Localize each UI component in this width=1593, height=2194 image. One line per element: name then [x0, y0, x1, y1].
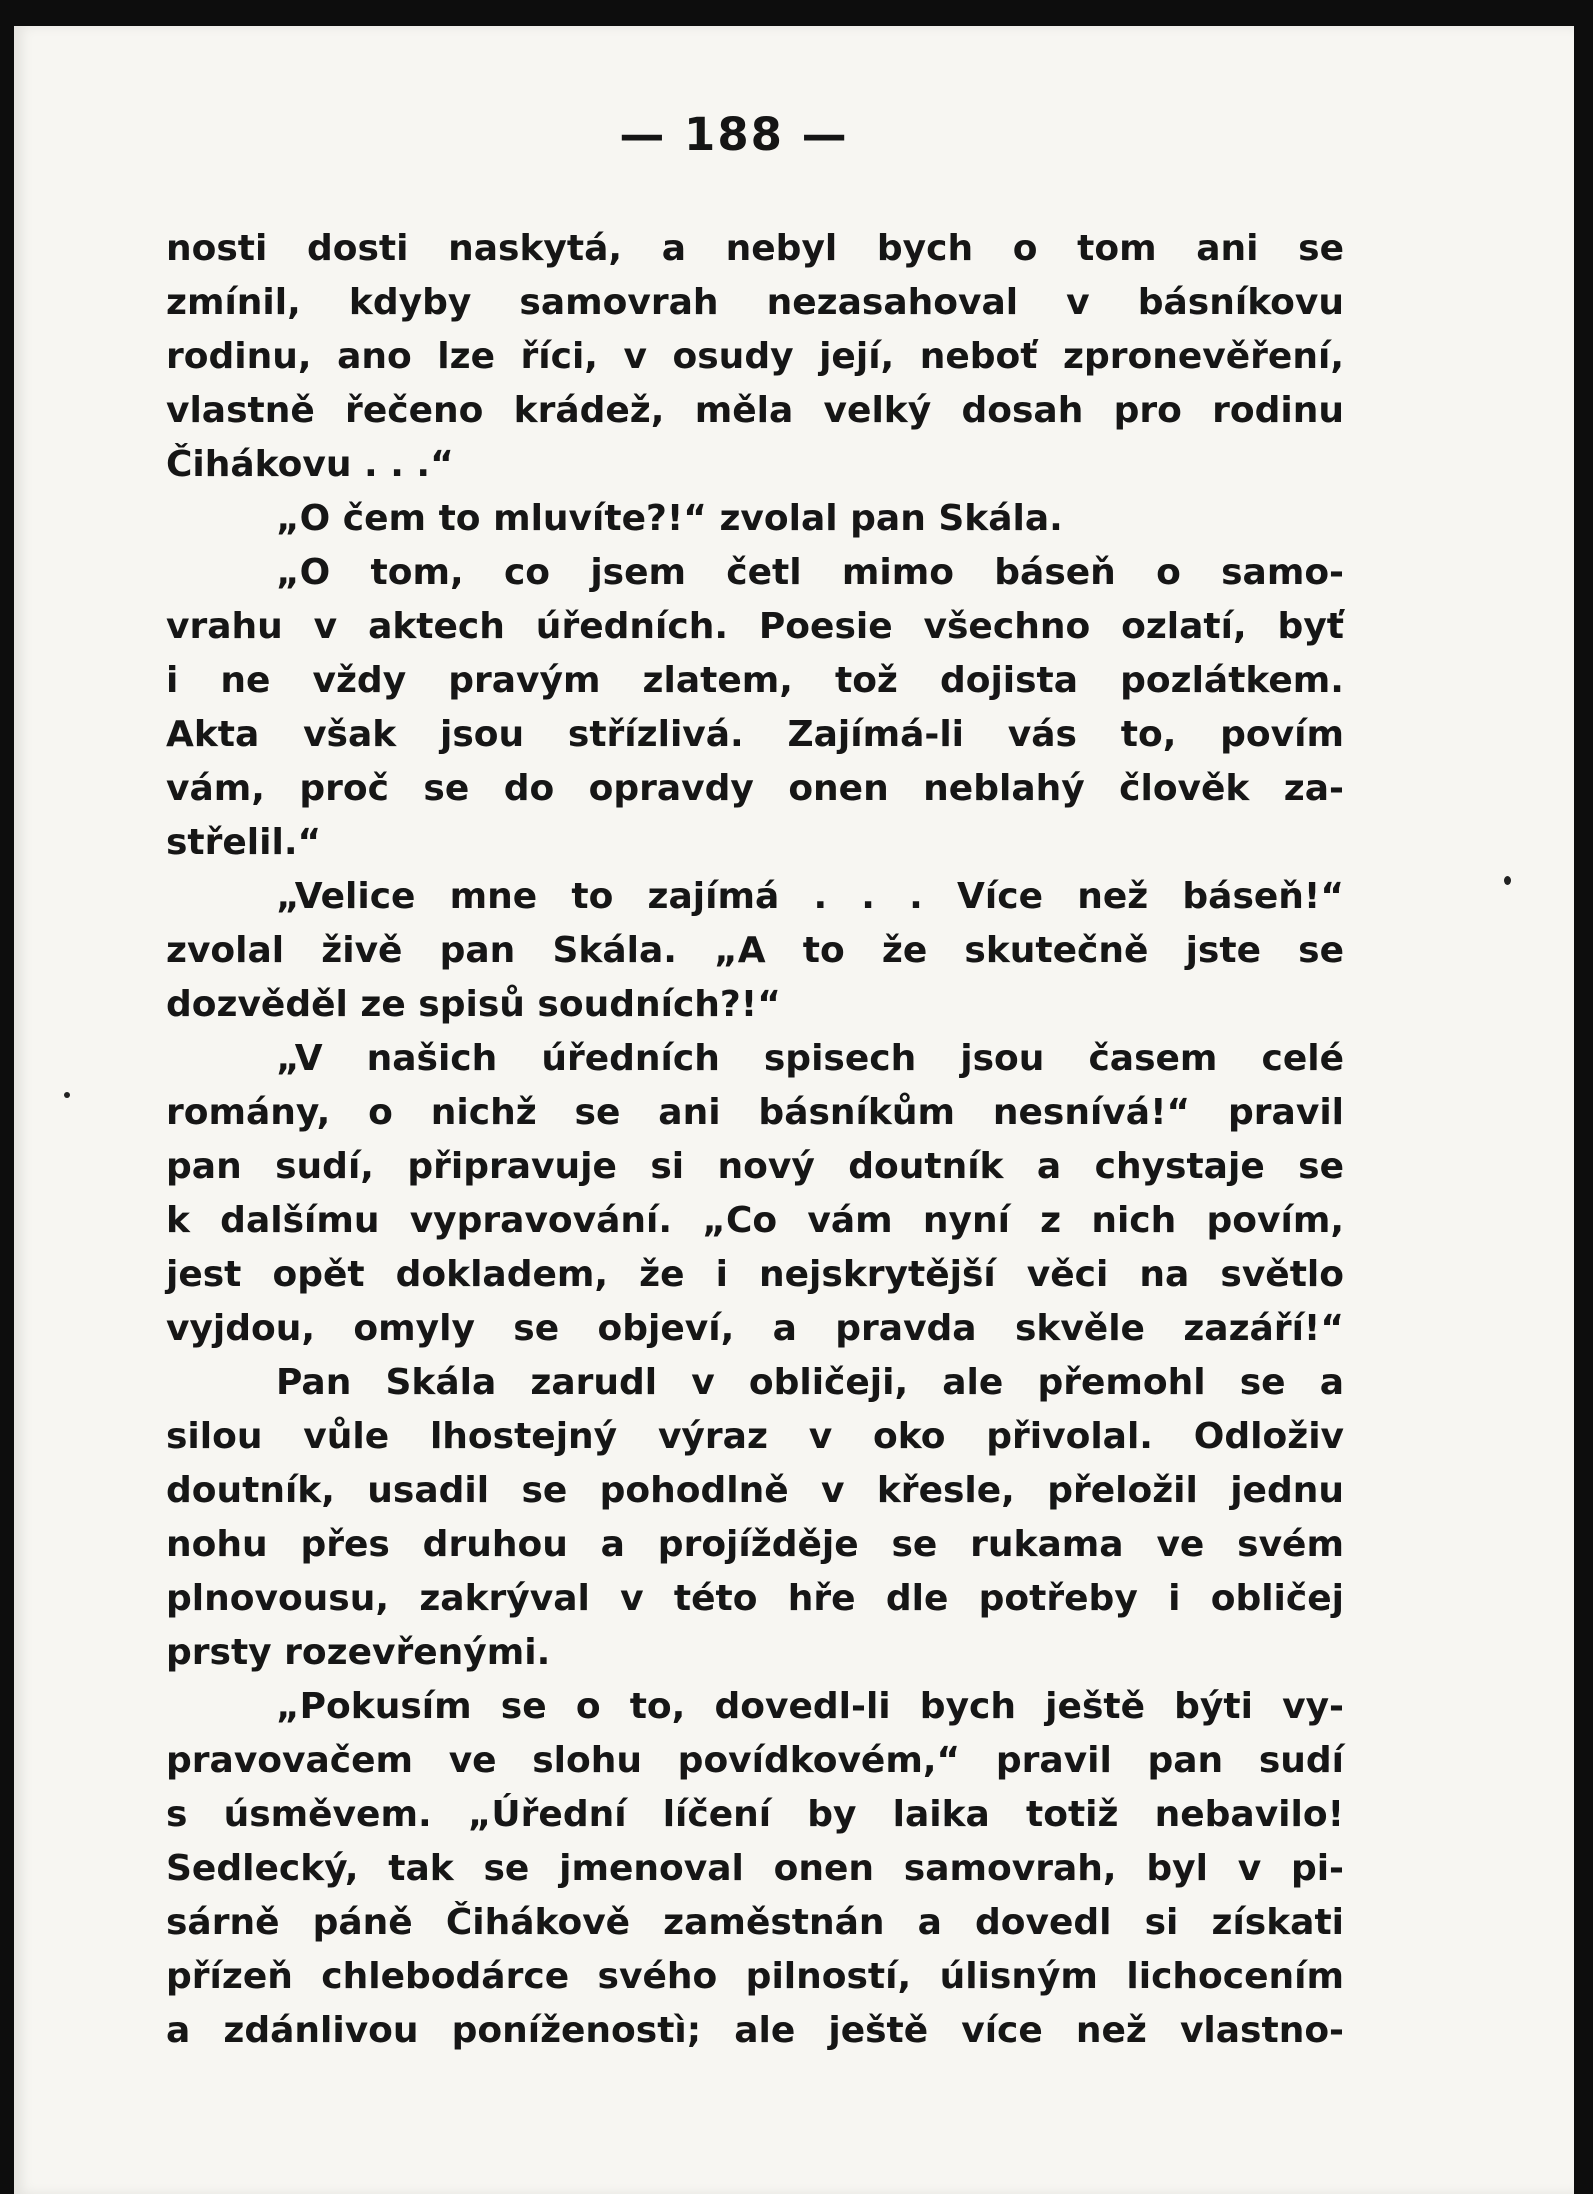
text-line: rodinu, ano lze říci, v osudy její, neboť zpronevěření, — [166, 336, 1344, 377]
text-line: vám, proč se do opravdy onen neblahý člověk za- — [166, 768, 1344, 809]
text-line: Sedlecký, tak se jmenoval onen samovrah, byl v pi- — [166, 1848, 1344, 1889]
text-line: doutník, usadil se pohodlně v křesle, přeložil jednu — [166, 1470, 1344, 1511]
text-line: silou vůle lhostejný výraz v oko přivolal. Odloživ — [166, 1416, 1344, 1457]
text-line: jest opět dokladem, že i nejskrytější věci na světlo — [166, 1254, 1344, 1295]
text-line: „Velice mne to zajímá . . . Více než báseň!“ — [276, 876, 1344, 917]
text-line: nosti dosti naskytá, a nebyl bych o tom ani se — [166, 228, 1344, 269]
text-line: „V našich úředních spisech jsou časem celé — [276, 1038, 1344, 1079]
text-line: i ne vždy pravým zlatem, tož dojista pozlátkem. — [166, 660, 1344, 701]
text-line: nohu přes druhou a projížděje se rukama ve svém — [166, 1524, 1344, 1565]
text-line: Akta však jsou střízlivá. Zajímá-li vás to, povím — [166, 714, 1344, 755]
text-line: „Pokusím se o to, dovedl-li bych ještě býti vy- — [276, 1686, 1344, 1727]
book-page — [14, 26, 1574, 2194]
text-line: vlastně řečeno krádež, měla velký dosah pro rodinu — [166, 390, 1344, 431]
text-line: vyjdou, omyly se objeví, a pravda skvěle zazáří!“ — [166, 1308, 1344, 1349]
text-line: pravovačem ve slohu povídkovém,“ pravil pan sudí — [166, 1740, 1344, 1781]
page-number: — 188 — — [619, 108, 849, 161]
text-line: Pan Skála zarudl v obličeji, ale přemohl se a — [276, 1362, 1344, 1403]
text-line: sárně páně Čihákově zaměstnán a dovedl si získati — [166, 1902, 1344, 1943]
text-line: „O čem to mluvíte?!“ zvolal pan Skála. — [276, 498, 1063, 539]
text-line: romány, o nichž se ani básníkům nesnívá!“ pravil — [166, 1092, 1344, 1133]
text-line: dozvěděl ze spisů soudních?!“ — [166, 984, 781, 1025]
text-line: přízeň chlebodárce svého pilností, úlisným lichocením — [166, 1956, 1344, 1997]
page-text — [166, 222, 1344, 2058]
text-line: vrahu v aktech úředních. Poesie všechno ozlatí, byť — [166, 606, 1344, 647]
text-line: zmínil, kdyby samovrah nezasahoval v básníkovu — [166, 282, 1344, 323]
text-line: střelil.“ — [166, 822, 322, 863]
text-line: plnovousu, zakrýval v této hře dle potřeby i obličej — [166, 1578, 1344, 1619]
text-line: s úsměvem. „Úřední líčení by laika totiž nebavilo! — [166, 1794, 1344, 1835]
text-line: zvolal živě pan Skála. „A to že skutečně jste se — [166, 930, 1344, 971]
text-line: „O tom, co jsem četl mimo báseň o samo- — [276, 552, 1344, 593]
print-speck — [1504, 876, 1511, 885]
text-line: prsty rozevřenými. — [166, 1632, 551, 1673]
text-line: k dalšímu vypravování. „Co vám nyní z nich povím, — [166, 1200, 1344, 1241]
text-line: a zdánlivou poníženostì; ale ještě více než vlastno- — [166, 2010, 1344, 2051]
text-line: pan sudí, připravuje si nový doutník a chystaje se — [166, 1146, 1344, 1187]
print-speck — [64, 1092, 70, 1098]
text-line: Čihákovu . . .“ — [166, 444, 454, 485]
